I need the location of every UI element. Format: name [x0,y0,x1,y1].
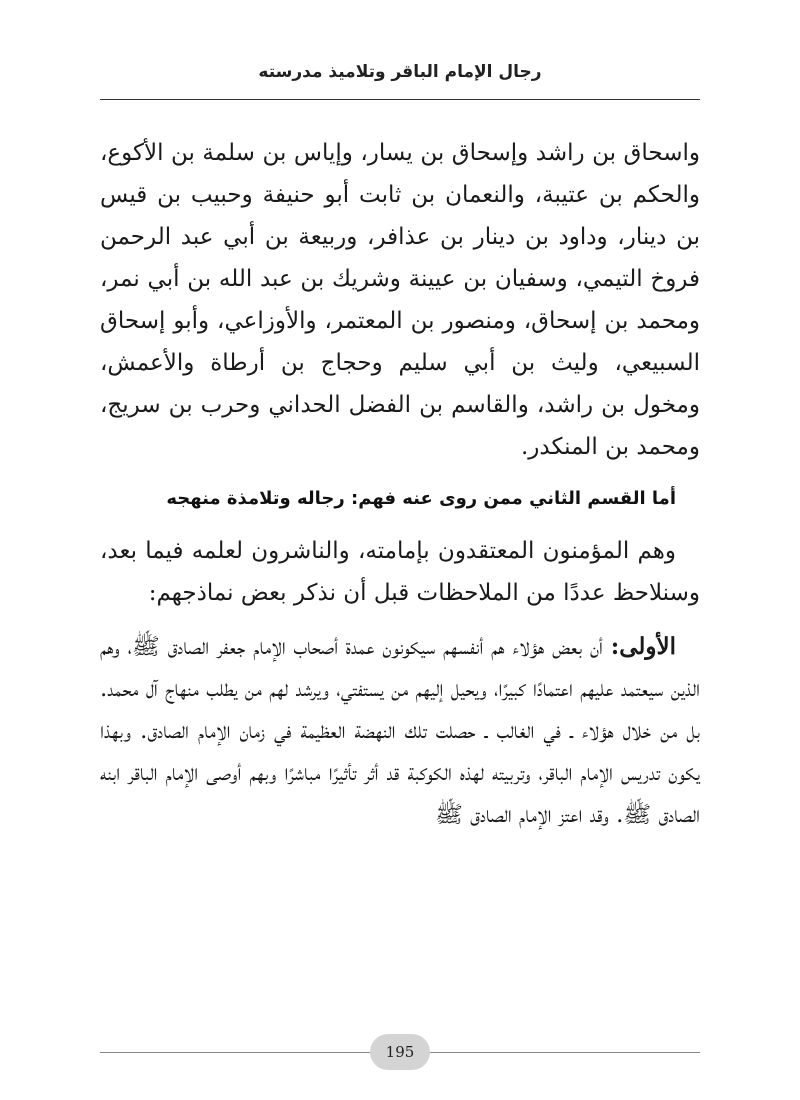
running-header-title: رجال الإمام الباقر وتلاميذ مدرسته [258,62,542,82]
page-number-badge: 195 [370,1034,430,1070]
paragraph-first-note [100,626,700,836]
section-heading: أما القسم الثاني ممن روى عنه فهم: رجاله وتلامذة منهجه [166,488,676,509]
header-divider [100,99,700,100]
first-note-text: أن بعض هؤلاء هم أنفسهم سيكونون عمدة أصحاب الإمام جعفر الصادق ﷺ، وهم الذين سيعتمد عليهم اعتمادًا كبيرًا، ويحيل إليهم من يستفتي، ويرشد لهم من يطلب منهاج آل محمد. بل من خلال هؤلاء ـ في الغالب ـ حصلت تلك النهضة العظيمة في زمان الإمام الصادق. وبهذا يكون تدريس الإمام الباقر، وتربيته لهذه الكوكبة قد أثر تأثيرًا مباشرًا وبهم أوصى الإمام الباقر ابنه الصادق ﷺ. وقد اعتز الإمام الصادق ﷺ [100,634,700,828]
paragraph-intro-notes: وهم المؤمنون المعتقدون بإمامته، والناشرون لعلمه فيما بعد، وسنلاحظ عددًا من الملاحظات قبل أن نذكر بعض نماذجهم: [100,538,700,606]
first-note-label: الأولى: [610,633,676,660]
paragraph-narrators-list: واسحاق بن راشد وإسحاق بن يسار، وإياس بن سلمة بن الأكوع، والحكم بن عتيبة، والنعمان بن ثابت أبو حنيفة وحبيب بن قيس بن دينار، وداود بن دينار بن عذافر، وربيعة بن أبي عبد الرحمن فروخ التيمي، وسفيان بن عيينة وشريك بن عبد الله بن أبي نمر، ومحمد بن إسحاق، ومنصور بن المعتمر، والأوزاعي، وأبو إسحاق السبيعي، وليث بن أبي سليم وحجاج بن أرطاة والأعمش، ومخول بن راشد، والقاسم بن الفضل الحداني وحرب بن سريج، ومحمد بن المنكدر. [100,140,700,460]
page-body [100,132,700,836]
